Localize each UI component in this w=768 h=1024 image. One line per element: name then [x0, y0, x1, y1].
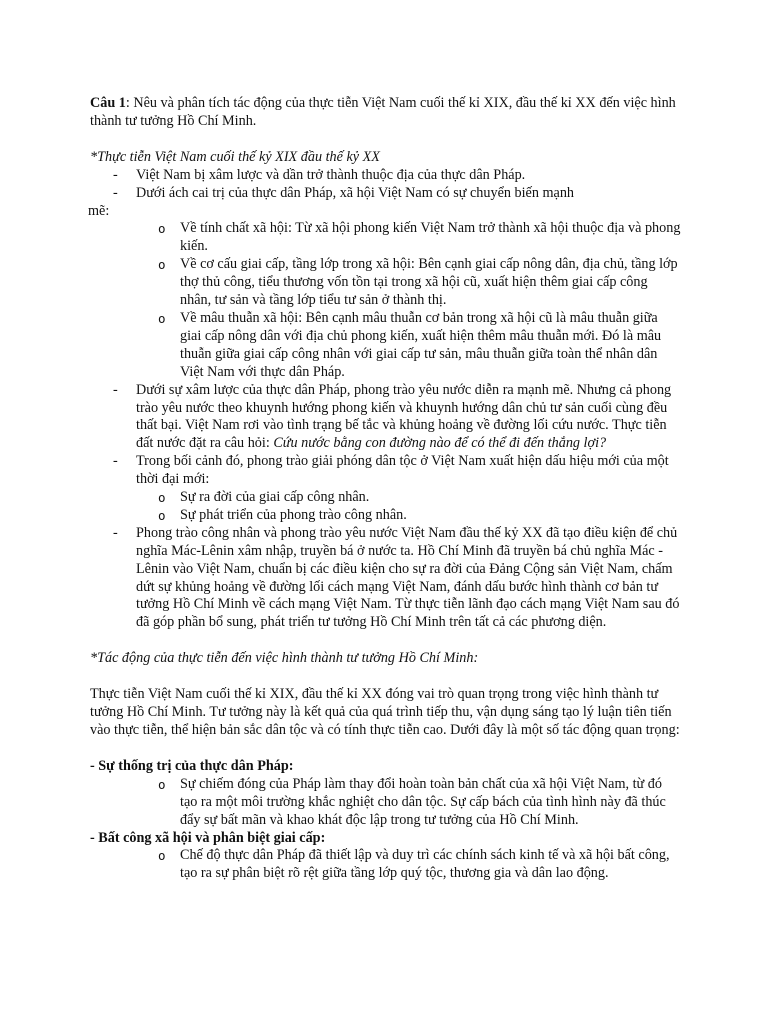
- dash-marker: -: [113, 381, 118, 398]
- circle-marker: o: [158, 507, 166, 523]
- bullet-item: - Dưới ách cai trị của thực dân Pháp, xã hội Việt Nam có sự chuyển biến mạnh: [113, 184, 575, 201]
- spacer: [90, 740, 682, 758]
- section2-heading: *Tác động của thực tiễn đến việc hình thành tư tưởng Hồ Chí Minh:: [90, 650, 479, 667]
- sub-bullet-item: o Sự chiếm đóng của Pháp làm thay đổi hoàn toàn bản chất của xã hội Việt Nam, từ đó tạo ra một môi trường khắc nghiệt cho dân tộc. Sự cấp bách của tình hình này đã thúc đẩy sự bất mãn và khao khát độc lập trong tư tưởng của Hồ Chí Minh.: [158, 775, 666, 828]
- dash-marker: -: [113, 524, 118, 541]
- bullet-continuation: mẽ:: [88, 202, 110, 219]
- dash-marker: -: [113, 184, 118, 201]
- circle-marker: o: [158, 310, 166, 326]
- circle-marker: o: [158, 848, 166, 864]
- circle-marker: o: [158, 257, 166, 273]
- bullet-item: - Việt Nam bị xâm lược và dần trở thành thuộc địa của thực dân Pháp.: [113, 166, 526, 183]
- spacer: [90, 668, 682, 686]
- sub-bullet-item: o Chế độ thực dân Pháp đã thiết lập và duy trì các chính sách kinh tế và xã hội bất công, tạo ra sự phân biệt rõ rệt giữa tầng lớp quý tộc, thương gia và dân lao động.: [158, 847, 670, 882]
- spacer: [90, 131, 682, 149]
- bullet-item: - Phong trào công nhân và phong trào yêu nước Việt Nam đầu thế kỷ XX đã tạo điều kiện để chủ nghĩa Mác-Lênin xâm nhập, truyền bá ở nước ta. Hồ Chí Minh đã truyền bá chủ nghĩa Mác - Lênin vào Việt Nam, chuẩn bị các điều kiện cho sự ra đời của Đảng Cộng sản Việt Nam, chấm dứt sự khủng hoảng về đường lối cách mạng Việt Nam, đánh dấu bước hình thành cơ bản tư tưởng Hồ Chí Minh về cách mạng Việt Nam. Từ thực tiễn lãnh đạo cách mạng Việt Nam sau đó đã góp phần bổ sung, phát triển tư tưởng Hồ Chí Minh trên tất cả các phương diện.: [113, 524, 680, 631]
- circle-marker: o: [158, 490, 166, 506]
- sub-bullet-item: o Sự ra đời của giai cấp công nhân.: [158, 489, 370, 506]
- dash-marker: -: [113, 453, 118, 470]
- impact-heading-2: - Bất công xã hội và phân biệt giai cấp:: [90, 829, 326, 846]
- bullet-item: - Trong bối cảnh đó, phong trào giải phóng dân tộc ở Việt Nam xuất hiện dấu hiệu mới của một thời đại mới:: [113, 453, 669, 488]
- sub-bullet-item: o Về tính chất xã hội: Từ xã hội phong kiến Việt Nam trở thành xã hội thuộc địa và phong kiến.: [158, 220, 681, 255]
- bullet-item: - Dưới sự xâm lược của thực dân Pháp, phong trào yêu nước diễn ra mạnh mẽ. Nhưng cả phong trào yêu nước theo khuynh hướng phong kiến và khuynh hướng dân chủ tư sản cuối cùng đều thất bại. Việt Nam rơi vào tình trạng bế tắc và khủng hoảng về đường lối cứu nước. Thực tiễn đất nước đặt ra câu hỏi: Cứu nước bằng con đường nào để có thể đi đến thắng lợi?: [113, 381, 672, 452]
- spacer: [90, 632, 682, 650]
- section1-heading: *Thực tiễn Việt Nam cuối thế kỷ XIX đầu thế kỷ XX: [90, 148, 380, 165]
- question-label: Câu 1: [90, 95, 126, 111]
- question-paragraph: [90, 95, 682, 131]
- question-text: : Nêu và phân tích tác động của thực tiễn Việt Nam cuối thế kỉ XIX, đầu thế kỉ XX đến việc hình thành tư tưởng Hồ Chí Minh.: [90, 95, 676, 129]
- document-body: [90, 95, 682, 883]
- circle-marker: o: [158, 221, 166, 237]
- sub-bullet-item: o Về cơ cấu giai cấp, tầng lớp trong xã hội: Bên cạnh giai cấp nông dân, địa chủ, tầng lớp thợ thủ công, tiểu thương vốn tồn tại trong xã hội cũ, xuất hiện thêm giai cấp công nhân, tư sản và tầng lớp tiểu tư sản ở thành thị.: [158, 256, 678, 309]
- sub-bullet-item: o Về mâu thuẫn xã hội: Bên cạnh mâu thuẫn cơ bản trong xã hội cũ là mâu thuẫn giữa giai cấp nông dân với địa chủ phong kiến, xuất hiện thêm mâu thuẫn mới. Đó là mâu thuẫn giữa giai cấp công nhân với giai cấp tư sản, mâu thuẫn giữa toàn thể nhân dân Việt Nam với thực dân Pháp.: [158, 309, 662, 380]
- section2-intro: Thực tiễn Việt Nam cuối thế kỉ XIX, đầu thế kỉ XX đóng vai trò quan trọng trong việc hình thành tư tưởng Hồ Chí Minh. Tư tưởng này là kết quả của quá trình tiếp thu, vận dụng sáng tạo lý luận tiên tiến vào thực tiễn, thể hiện bản sắc dân tộc và có tính thực tiễn cao. Dưới đây là một số tác động quan trọng:: [90, 686, 680, 738]
- circle-marker: o: [158, 776, 166, 792]
- sub-bullet-item: o Sự phát triển của phong trào công nhân.: [158, 506, 407, 523]
- impact-heading-1: - Sự thống trị của thực dân Pháp:: [90, 757, 294, 774]
- dash-marker: -: [113, 166, 118, 183]
